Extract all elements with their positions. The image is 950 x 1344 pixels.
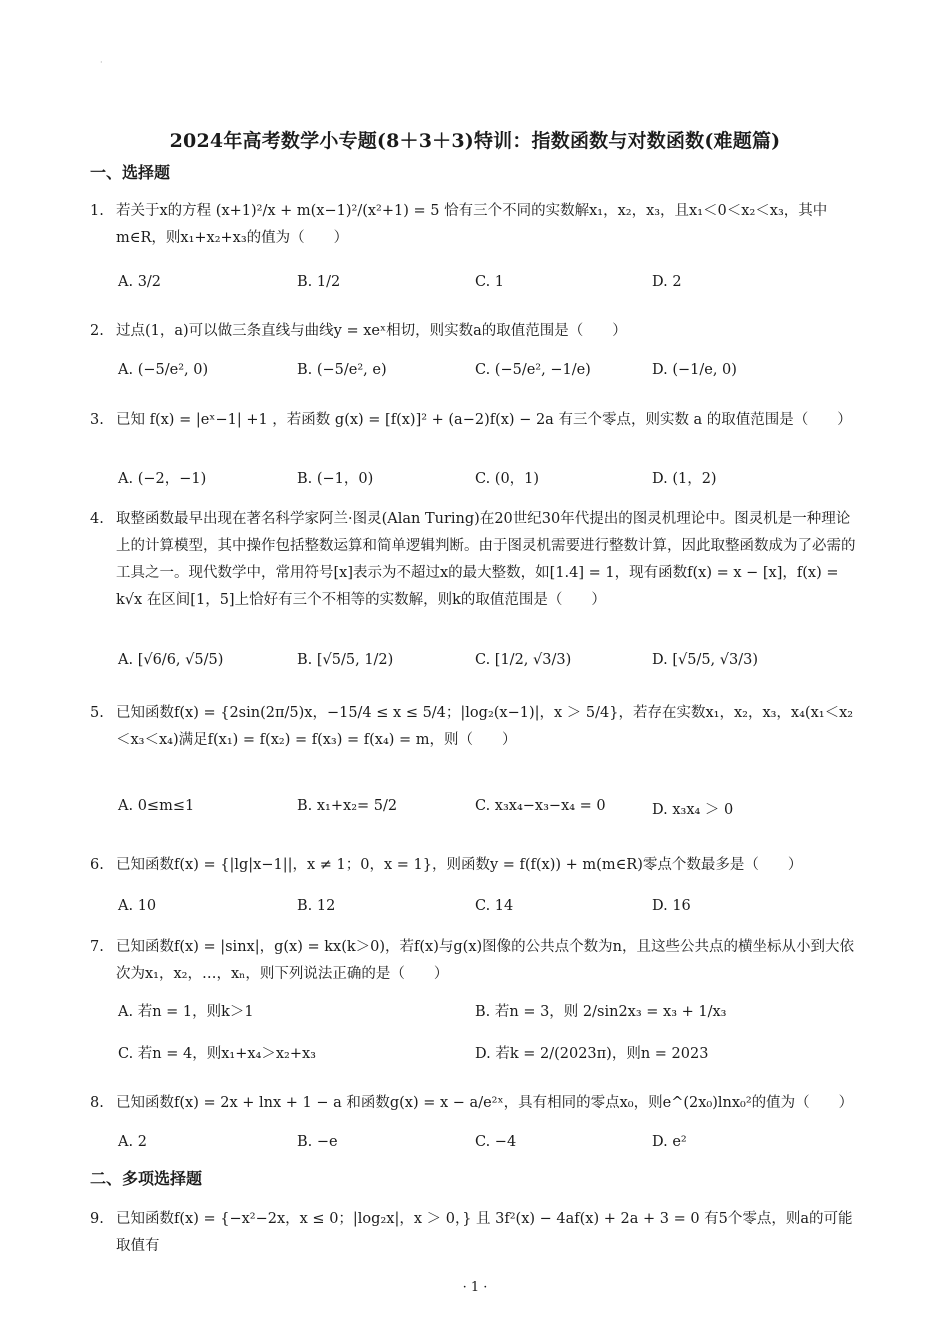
option-a: A. 若n = 1，则k＞1 (118, 1004, 254, 1020)
option-c: C. 若n = 4，则x₁+x₄＞x₂+x₃ (118, 1046, 316, 1062)
question-number: 8. (90, 1095, 104, 1111)
option-d: D. x₃x₄ ＞ 0 (652, 802, 734, 818)
option-d: D. e² (652, 1134, 687, 1150)
option-c: C. (−5/e², −1/e) (475, 362, 591, 378)
option-c: C. x₃x₄−x₃−x₄ = 0 (475, 798, 606, 814)
option-a: A. 10 (118, 898, 157, 914)
option-d: D. [√5/5, √3/3) (652, 652, 759, 668)
option-b: B. 12 (297, 898, 336, 914)
question-stem: 过点(1，a)可以做三条直线与曲线y = xeˣ相切，则实数a的取值范围是（ ） (116, 323, 627, 339)
question-number: 3. (90, 412, 104, 428)
header-dot: · (100, 58, 103, 67)
option-d: D. (−1/e, 0) (652, 362, 737, 378)
page-number: · 1 · (462, 1280, 488, 1295)
question-number: 1. (90, 203, 104, 219)
question-stem: 取整函数最早出现在著名科学家阿兰·图灵(Alan Turing)在20世纪30年代提出的图灵机理论中。图灵机是一种理论上的计算模型，其中操作包括整数运算和简单逻辑判断。由于图灵机需要进行整数计算，因此取整函数成为了必需的工具之一。现代数学中，常用符号[x]表示为不超过x的最大整数，如[1.4] = 1，现有函数f(x) = x − [x]，f(x) = k√x 在区间[1，5]上恰好有三个不相等的实数解，则k的取值范围是（ ） (116, 511, 856, 608)
option-b: B. (−5/e², e) (297, 362, 387, 378)
question-number: 4. (90, 511, 104, 527)
question-stem: 已知函数f(x) = {−x²−2x，x ≤ 0；|log₂x|，x ＞ 0，} 且 3f²(x) − 4af(x) + 2a + 3 = 0 有5个零点，则a的可能取值有 (116, 1211, 853, 1254)
section-heading-single-choice: 一、选择题 (90, 163, 171, 182)
option-a: A. (−2，−1) (118, 471, 207, 487)
question-stem: 若关于x的方程 (x+1)²/x + m(x−1)²/(x²+1) = 5 恰有三个不同的实数解x₁，x₂，x₃，且x₁＜0＜x₂＜x₃，其中m∈R，则x₁+x₂+x₃的值为（ ） (116, 203, 828, 246)
section-heading-multi-choice: 二、多项选择题 (90, 1169, 203, 1188)
option-c: C. 1 (475, 274, 505, 290)
option-d: D. 若k = 2/(2023π)，则n = 2023 (475, 1046, 709, 1062)
option-d: D. (1，2) (652, 471, 717, 487)
question-stem: 已知函数f(x) = {|lg|x−1||，x ≠ 1；0，x = 1}，则函数y = f(f(x)) + m(m∈R)零点个数最多是（ ） (116, 857, 803, 873)
question-stem: 已知 f(x) = |eˣ−1| +1 ，若函数 g(x) = [f(x)]² + (a−2)f(x) − 2a 有三个零点，则实数 a 的取值范围是（ ） (116, 412, 852, 428)
option-a: A. [√6/6, √5/5) (118, 652, 224, 668)
option-b: B. −e (297, 1134, 338, 1150)
option-c: C. 14 (475, 898, 514, 914)
question-stem: 已知函数f(x) = |sinx|，g(x) = kx(k＞0)，若f(x)与g(x)图像的公共点个数为n，且这些公共点的横坐标从小到大依次为x₁，x₂，…，xₙ，则下列说法正确的是（ ） (116, 939, 854, 982)
option-b: B. x₁+x₂= 5/2 (297, 798, 398, 814)
question-stem: 已知函数f(x) = {2sin(2π/5)x，−15/4 ≤ x ≤ 5/4；|log₂(x−1)|，x ＞ 5/4}，若存在实数x₁，x₂，x₃，x₄(x₁＜x₂＜x₃＜x₄)满足f(x₁) = f(x₂) = f(x₃) = f(x₄) = m，则（ ） (116, 705, 854, 748)
option-c: C. (0，1) (475, 471, 540, 487)
page-title: 2024年高考数学小专题(8＋3＋3)特训：指数函数与对数函数(难题篇) (169, 130, 781, 152)
question-number: 9. (90, 1211, 104, 1227)
option-b: B. [√5/5, 1/2) (297, 652, 394, 668)
question-number: 2. (90, 323, 104, 339)
option-c: C. [1/2, √3/3) (475, 652, 572, 668)
option-a: A. 0≤m≤1 (118, 798, 195, 814)
option-d: D. 2 (652, 274, 682, 290)
option-a: A. 2 (118, 1134, 147, 1150)
question-number: 7. (90, 939, 104, 955)
question-stem: 已知函数f(x) = 2x + lnx + 1 − a 和函数g(x) = x − a/e²ˣ，具有相同的零点x₀，则e^(2x₀)lnx₀²的值为（ ） (116, 1095, 854, 1111)
option-b: B. 1/2 (297, 274, 341, 290)
question-number: 6. (90, 857, 104, 873)
question-number: 5. (90, 705, 104, 721)
option-d: D. 16 (652, 898, 691, 914)
option-a: A. (−5/e², 0) (118, 362, 209, 378)
option-b: B. (−1，0) (297, 471, 374, 487)
option-c: C. −4 (475, 1134, 517, 1150)
option-a: A. 3/2 (118, 274, 162, 290)
option-b: B. 若n = 3，则 2/sin2x₃ = x₃ + 1/x₃ (475, 1004, 727, 1020)
